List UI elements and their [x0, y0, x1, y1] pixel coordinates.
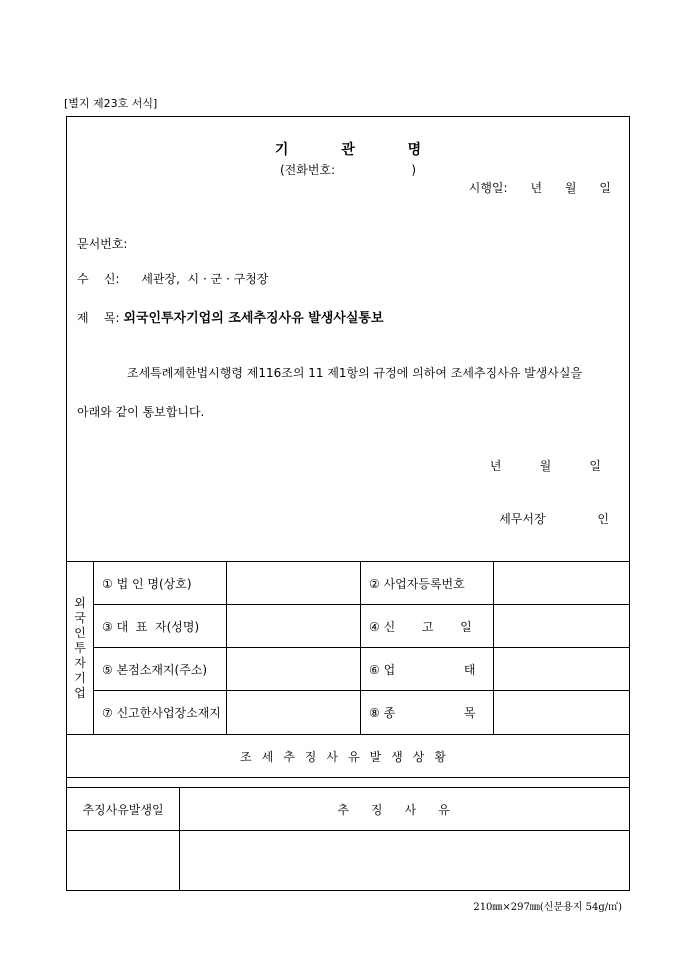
phone-number: (전화번호: )	[279, 163, 417, 177]
form-frame	[66, 116, 630, 891]
recipient-value: 세관장, 시 · 군 · 구청장	[141, 272, 269, 286]
side-header-char: 업	[74, 685, 86, 700]
report-date-label: ④ 신 고 일	[361, 605, 494, 648]
tax-office-signature	[499, 510, 609, 527]
foreign-investment-company-header	[67, 562, 94, 735]
body-text-line-2: 아래와 같이 통보합니다.	[77, 405, 205, 419]
section-title: 조세추징사유발생상황	[67, 735, 630, 778]
report-date-value[interactable]	[494, 605, 630, 648]
execution-date: 시행일: 년 월 일	[468, 181, 611, 195]
corp-name-value[interactable]	[227, 562, 361, 605]
reported-site-address-label: ⑦ 신고한사업장소재지	[94, 691, 227, 735]
tax-office-name: 세무서장	[499, 512, 546, 526]
side-header-char: 국	[74, 610, 86, 625]
document-number: 문서번호:	[77, 237, 128, 251]
business-type-value[interactable]	[494, 648, 630, 691]
col-header-occurrence-date: 추징사유발생일	[67, 788, 180, 831]
occurrence-date-cell[interactable]	[67, 831, 180, 891]
side-header-char: 외	[74, 595, 86, 610]
representative-label: ③ 대 표 자(성명)	[94, 605, 227, 648]
business-reg-no-value[interactable]	[494, 562, 630, 605]
collection-reason-cell[interactable]	[180, 831, 630, 891]
agency-name: 기 관 명	[274, 142, 422, 158]
recipient-label: 수 신:	[77, 272, 120, 286]
subject-row	[77, 307, 384, 326]
body-text-line-1: 조세특례제한법시행령 제116조의 11 제1항의 규정에 의하여 조세추징사유 발생사실을	[127, 366, 583, 380]
seal-mark: 인	[597, 512, 609, 526]
recipient-row	[77, 270, 268, 287]
head-office-address-label: ⑤ 본점소재지(주소)	[94, 648, 227, 691]
head-office-address-value[interactable]	[227, 648, 361, 691]
side-header-char: 투	[74, 640, 86, 655]
business-type-label: ⑥ 업 태	[361, 648, 494, 691]
form-number-label: [별지 제23호 서식]	[64, 97, 158, 110]
business-reg-no-label: ② 사업자등록번호	[361, 562, 494, 605]
side-header-char: 기	[74, 670, 86, 685]
corp-name-label: ① 법 인 명(상호)	[94, 562, 227, 605]
side-header-char: 인	[74, 625, 86, 640]
business-item-value[interactable]	[494, 691, 630, 735]
subject-label: 제 목:	[77, 311, 120, 325]
col-header-collection-reason: 추징사유	[180, 788, 630, 831]
business-item-label: ⑧ 종 목	[361, 691, 494, 735]
side-header-char: 자	[74, 655, 86, 670]
representative-value[interactable]	[227, 605, 361, 648]
collection-reason-table	[66, 787, 630, 891]
company-info-table	[66, 561, 630, 778]
signature-date: 년 월 일	[489, 459, 601, 473]
subject-value: 외국인투자기업의 조세추징사유 발생사실통보	[123, 311, 384, 326]
paper-size-note: 210㎜×297㎜(신문용지 54g/㎡)	[473, 902, 622, 913]
reported-site-address-value[interactable]	[227, 691, 361, 735]
